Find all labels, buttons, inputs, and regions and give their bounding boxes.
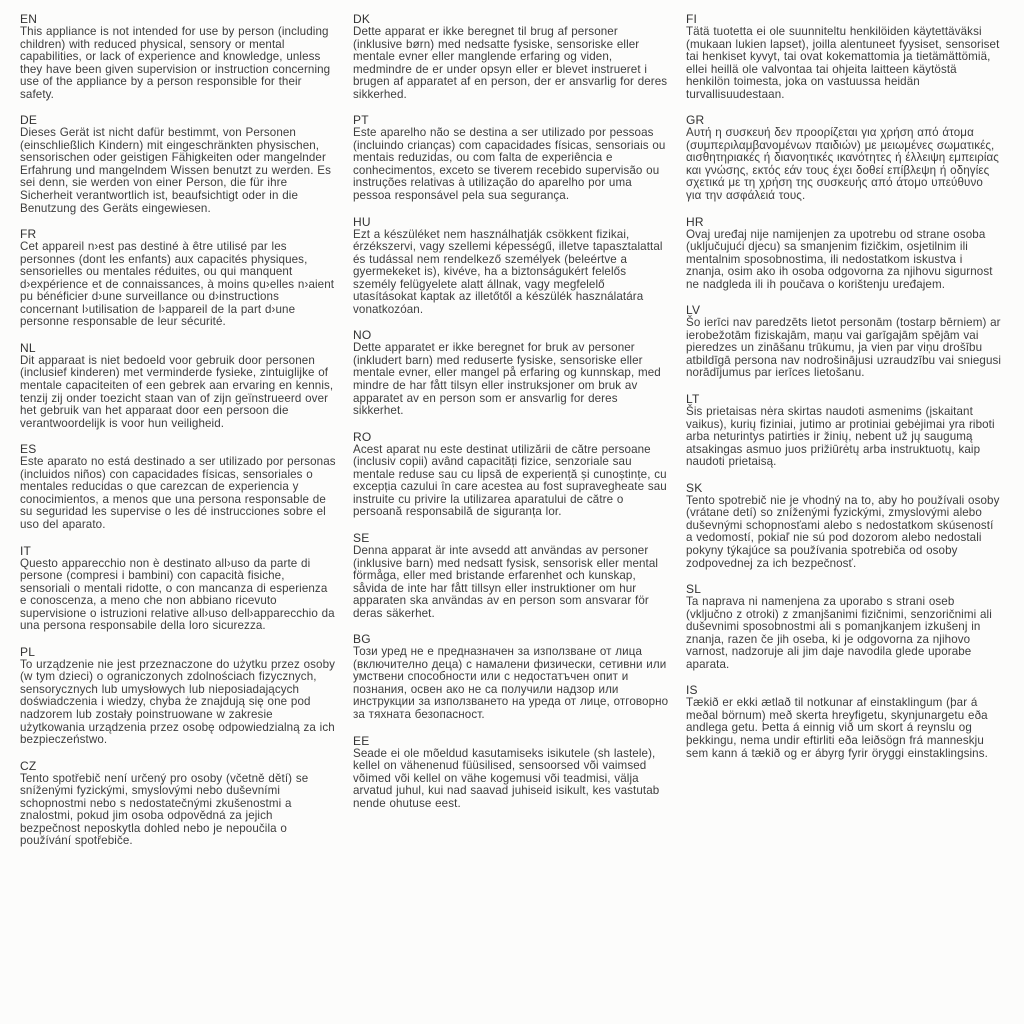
lang-text-pt: Este aparelho não se destina a ser utilizado por pessoas (incluindo crianças) com capacidades físicas, sensoriais ou mentais reduzidas, ou com falta de experiência e conhecimentos, exceto se tiverem recebido supervisão ou instruções relativas à utilização do aparelho por uma pessoa responsável pela sua segurança. bbox=[353, 126, 666, 203]
lang-section-ro bbox=[353, 431, 669, 519]
lang-text-it: Questo apparecchio non è destinato all›uso da parte di persone (compresi i bambini) con capacità fisiche, sensoriali o mentali ridotte, o con mancanza di esperienza e conoscenza, a meno che non abbiano ricevuto supervisione o istruzioni relative all›uso dell›apparecchio da una persona responsabile della loro sicurezza. bbox=[20, 556, 335, 633]
lang-code-hr: HR bbox=[686, 214, 704, 229]
lang-section-pl bbox=[20, 646, 336, 747]
lang-section-hu bbox=[353, 216, 669, 317]
lang-code-fr: FR bbox=[20, 227, 37, 242]
lang-code-bg: BG bbox=[353, 632, 371, 647]
lang-code-es: ES bbox=[20, 442, 37, 457]
lang-text-fi: Tätä tuotetta ei ole suunniteltu henkilöiden käytettäväksi (mukaan lukien lapset), joilla alentuneet fyysiset, sensoriset tai henkiset kyvyt, tai ovat kokemattomia ja tietämättömiä, ellei heillä ole valvontaa tai ohjeita laitteen käytöstä henkilön toimesta, joka on vastuussa heidän turvallisuudestaan. bbox=[686, 25, 1000, 101]
lang-section-bg bbox=[353, 633, 669, 721]
lang-text-gr: Αυτή η συσκευή δεν προορίζεται για χρήση από άτομα (συμπεριλαμβανομένων παιδιών) με μειωμένες σωματικές, αισθητηριακές ή διανοητικές ικανότητες ή έλλειψη εμπειρίας και γνώσης, εκτός εάν τους έχει δοθεί επίβλεψη ή οδηγίες σχετικά με τη χρήση της συσκευής από άτομο υπεύθυνο για την ασφάλειά τους. bbox=[686, 126, 999, 203]
lang-code-pt: PT bbox=[353, 113, 369, 128]
lang-code-hu: HU bbox=[353, 214, 371, 229]
lang-code-dk: DK bbox=[353, 12, 371, 26]
lang-section-lv bbox=[686, 304, 1002, 380]
lang-code-se: SE bbox=[353, 530, 370, 545]
lang-code-lt: LT bbox=[686, 392, 700, 407]
lang-code-lv: LV bbox=[686, 303, 701, 318]
lang-section-se bbox=[353, 532, 669, 620]
lang-section-dk bbox=[353, 13, 669, 101]
lang-section-fi bbox=[686, 13, 1002, 101]
lang-code-gr: GR bbox=[686, 113, 705, 128]
lang-section-fr bbox=[20, 228, 336, 329]
lang-text-ee: Seade ei ole mõeldud kasutamiseks isikutele (sh lastele), kellel on vähenenud füüsilised, sensoorsed või vaimsed võimed või kellel on vähe kogemusi või teadmisi, välja arvatud juhul, kui nad saavad juhiseid isikult, kes vastutab nende ohutuse eest. bbox=[353, 746, 660, 810]
lang-code-ee: EE bbox=[353, 733, 370, 748]
lang-code-cz: CZ bbox=[20, 758, 37, 773]
lang-section-it bbox=[20, 545, 336, 633]
lang-text-fr: Cet appareil n›est pas destiné à être utilisé par les personnes (dont les enfants) aux capacités physiques, sensorielles ou mentales réduites, ou qui manquent d›expérience et de connaissances, à moins qu›elles n›aient pu bénéficier d›une surveillance ou d›instructions concernant l›utilisation de l›appareil de la part d›une personne responsable de leur sécurité. bbox=[20, 240, 335, 329]
lang-text-sk: Tento spotrebič nie je vhodný na to, aby ho používali osoby (vrátane detí) so zníženými fyzickými, zmyslovými alebo duševnými schopnosťami alebo s nedostatkom skúseností a vedomostí, pokiaľ nie sú pod dozorom alebo nedostali pokyny týkajúce sa používania spotrebiča od osoby zodpovednej za ich bezpečnosť. bbox=[686, 493, 1000, 570]
column-2 bbox=[353, 13, 669, 861]
lang-code-en: EN bbox=[20, 12, 38, 26]
lang-code-it: IT bbox=[20, 543, 32, 558]
lang-code-sl: SL bbox=[686, 582, 702, 597]
lang-section-en bbox=[20, 13, 336, 101]
lang-text-nl: Dit apparaat is niet bedoeld voor gebruik door personen (inclusief kinderen) met verminderde fysieke, zintuiglijke of mentale capaciteiten of een gebrek aan ervaring en kennis, tenzij zij onder toezicht staan van of zijn geïnstrueerd over het gebruik van het apparaat door een persoon die verantwoordelijk is voor hun veiligheid. bbox=[20, 353, 334, 430]
lang-section-no bbox=[353, 329, 669, 417]
lang-text-se: Denna apparat är inte avsedd att användas av personer (inklusive barn) med nedsatt fysisk, sensorisk eller mental förmåga, eller med bristande erfarenhet och kunskap, såvida de inte har fått tillsyn eller instruktioner om hur apparaten ska användas av en person som ansvarar för deras säkerhet. bbox=[353, 543, 659, 620]
lang-text-dk: Dette apparat er ikke beregnet til brug af personer (inklusive børn) med nedsatte fysiske, sensoriske eller mentale evner eller manglende erfaring og viden, medmindre de er under opsyn eller er blevet instrueret i brugen af apparatet af en person, der er ansvarlig for deres sikkerhed. bbox=[353, 25, 668, 101]
lang-section-hr bbox=[686, 216, 1002, 292]
lang-text-bg: Този уред не е предназначен за използване от лица (включително деца) с намалени физически, сетивни или умствени способности или с недостатъчен опит и познания, освен ако не са получили надзор или инструкции за използването на уреда от лице, отговорно за тяхната безопасност. bbox=[353, 645, 669, 721]
lang-text-hu: Ezt a készüléket nem használhatják csökkent fizikai, érzékszervi, vagy szellemi képességű, illetve tapasztalattal és tudással nem rendelkező személyek (beleértve a gyermekeket is), kivéve, ha a biztonságukért felelős személy felügyelete alatt állnak, vagy megfelelő utasításokat kaptak az illetőtől a készülék használatára vonatkozóan. bbox=[353, 227, 663, 316]
lang-section-ee bbox=[353, 735, 669, 811]
lang-text-sl: Ta naprava ni namenjena za uporabo s strani oseb (vključno z otroki) z zmanjšanimi fizičnimi, senzoričnimi ali duševnimi sposobnostmi ali s pomanjkanjem izkušenj in znanja, razen če jih oseba, ki je odgovorna za njihovo varnost, nadzoruje ali jim daje navodila glede uporabe aparata. bbox=[686, 595, 992, 671]
column-3 bbox=[686, 13, 1002, 861]
lang-text-es: Este aparato no está destinado a ser utilizado por personas (incluidos niños) con capacidades físicas, sensoriales o mentales reducidas o que carezcan de experiencia y conocimientos, a menos que una persona responsable de su seguridad les supervise o les dé instrucciones sobre el uso del aparato. bbox=[20, 455, 336, 531]
lang-section-is bbox=[686, 684, 1002, 760]
lang-text-en: This appliance is not intended for use by person (including children) with reduced physical, sensory or mental capabilities, or lack of experience and knowledge, unless they have been given supervision or instruction concerning use of the appliance by a person responsible for their safety. bbox=[20, 25, 331, 101]
lang-text-de: Dieses Gerät ist nicht dafür bestimmt, von Personen (einschließlich Kindern) mit eingeschränkten physischen, sensorischen oder geistigen Fähigkeiten oder mangelnder Erfahrung und mangelndem Wissen benutzt zu werden. Es sei denn, sie werden von einer Person, die für ihre Sicherheit verantwortlich ist, beaufsichtigt oder in die Benutzung des Geräts eingewiesen. bbox=[20, 126, 331, 215]
lang-code-sk: SK bbox=[686, 480, 703, 495]
lang-code-de: DE bbox=[20, 113, 38, 128]
lang-section-de bbox=[20, 114, 336, 215]
lang-section-pt bbox=[353, 114, 669, 202]
lang-text-lt: Šis prietaisas nėra skirtas naudoti asmenims (įskaitant vaikus), kurių fiziniai, jutimo ar protiniai gebėjimai yra riboti arba neturintys patirties ir žinių, nebent už jų saugumą atsakingas asmuo juos prižiūrėtų arba instruktuotų, kaip naudoti prietaisą. bbox=[686, 405, 995, 469]
lang-section-lt bbox=[686, 393, 1002, 469]
lang-text-pl: To urządzenie nie jest przeznaczone do użytku przez osoby (w tym dzieci) o ograniczonych zdolnościach fizycznych, sensorycznych lub umysłowych lub nieposiadających doświadczenia i wiedzy, chyba że znajdują się one pod nadzorem lub zostały poinstruowane w zakresie użytkowania urządzenia przez osobę odpowiedzialną za ich bezpieczeństwo. bbox=[20, 657, 336, 747]
lang-code-ro: RO bbox=[353, 429, 372, 444]
lang-section-sk bbox=[686, 482, 1002, 570]
lang-text-lv: Šo ierīci nav paredzēts lietot personām (tostarp bērniem) ar ierobežotām fiziskajām, maņu vai garīgajām spējām vai pieredzes un zināšanu trūkumu, ja vien par viņu drošību atbildīgā persona nav nodrošinājusi uzraudzību vai sniegusi norādījumus par ierīces lietošanu. bbox=[686, 316, 1002, 380]
lang-text-cz: Tento spotřebič není určený pro osoby (včetně dětí) se sníženými fyzickými, smyslovými nebo duševními schopnostmi nebo s nedostatečnými zkušenostmi a znalostmi, pokud jim osoba odpovědná za jejich bezpečnost neposkytla dohled nebo je nepoučila o používání spotřebiče. bbox=[20, 771, 309, 848]
lang-text-hr: Ovaj uređaj nije namijenjen za upotrebu od strane osoba (uključujući djecu) sa smanjenim fizičkim, osjetilnim ili mentalnim sposobnostima, ili nedostatkom iskustva i znanja, osim ako ih osoba odgovorna za njihovu sigurnost ne nadgleda ili ih poučava o korištenju uređajem. bbox=[686, 227, 993, 291]
lang-section-es bbox=[20, 443, 336, 531]
lang-text-no: Dette apparatet er ikke beregnet for bruk av personer (inkludert barn) med reduserte fysiske, sensoriske eller mentale evner, eller mangel på erfaring og kunnskap, med mindre de har fått tilsyn eller instruksjoner om bruk av apparatet av en person som er ansvarlig for deres sikkerhet. bbox=[353, 341, 661, 418]
lang-section-nl bbox=[20, 342, 336, 430]
lang-text-ro: Acest aparat nu este destinat utilizării de către persoane (inclusiv copii) având capacități fizice, senzoriale sau mentale reduse sau cu lipsă de experiență și cunoștințe, cu excepția cazului în care acestea au fost supravegheate sau instruite cu privire la utilizarea aparatului de către o persoană responsabilă de siguranța lor. bbox=[353, 442, 667, 519]
lang-code-is: IS bbox=[686, 683, 698, 698]
lang-code-pl: PL bbox=[20, 644, 36, 659]
lang-section-cz bbox=[20, 760, 336, 848]
lang-section-gr bbox=[686, 114, 1002, 202]
lang-text-is: Tækið er ekki ætlað til notkunar af einstaklingum (þar á meðal börnum) með skerta hreyfigetu, skynjunargetu eða andlega getu. Þetta á einnig við um skort á reynslu og þekkingu, nema undir eftirliti eða leiðsögn frá manneskju sem kann á tækið og er ábyrg fyrir öryggi einstaklingsins. bbox=[686, 696, 988, 760]
column-1 bbox=[20, 13, 336, 861]
lang-code-fi: FI bbox=[686, 12, 698, 26]
lang-code-nl: NL bbox=[20, 340, 36, 355]
lang-code-no: NO bbox=[353, 328, 372, 343]
lang-section-sl bbox=[686, 583, 1002, 671]
